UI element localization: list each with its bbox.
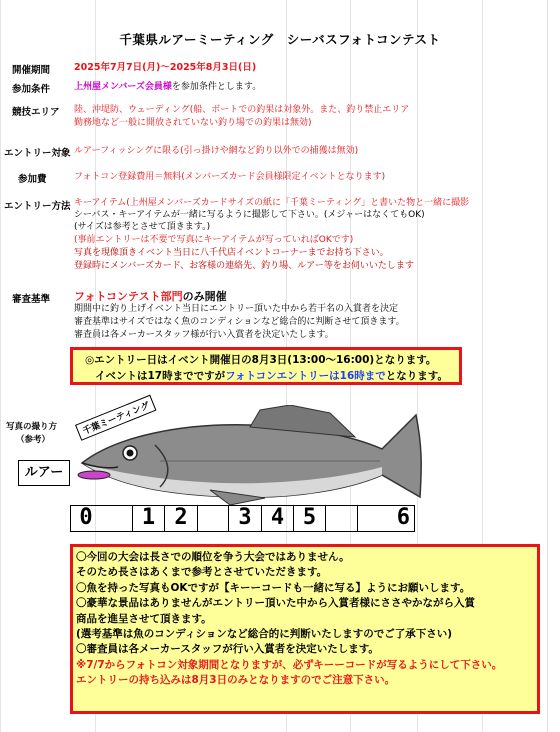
- entry-date-line2: [85, 368, 459, 384]
- rules-warning-1: ※7/7からフォトコン対象期間となりますが、必ずキーーコードが写るようにして下さい。: [76, 658, 503, 671]
- judging-heading: [74, 288, 227, 304]
- area-line1: 陸、沖堤防、ウェーディング(船、ボートでの釣果は対象外。また、釣り禁止エリア: [74, 105, 410, 115]
- key-item-tag: 千葉ミーティング: [75, 395, 157, 441]
- rules-line-1: 〇今回の大会は長さでの順位を争う大会ではありません。: [76, 551, 350, 563]
- entry-date-line1: ◎エントリー日はイベント開催日の8月3日(13:00〜16:00)となります。: [85, 354, 437, 366]
- ruler-mark-2: 2: [164, 505, 197, 532]
- judging-line2: 審査基準はサイズではなく魚のコンディションなど総合的に判断させて頂きます。: [74, 317, 405, 327]
- method-line4: (事前エントリーは不要で写真にキーアイテムが写っていればOKです): [74, 235, 354, 245]
- target-value: ルアーフィッシングに限る(引っ掛けや網など釣り以外での捕獲は無効): [74, 146, 359, 156]
- eligibility-rest: を参加条件とします。: [171, 82, 262, 92]
- ruler-segment: [197, 505, 228, 532]
- method-line1: キーアイテム(上州屋メンバーズカードサイズの紙に「千葉ミーティング」と書いた物と一緒に撮影: [74, 198, 470, 208]
- photo-example-sublabel: （参考）: [16, 435, 51, 445]
- judging-line3: 審査員は各メーカースタッフ様が行い入賞者を決定いたします。: [74, 330, 334, 340]
- fee-label: 参加費: [18, 174, 47, 185]
- ruler-segment-b: [325, 505, 357, 532]
- method-line6: 登録時にメンバーズカード、お客様の連絡先、釣り場、ルアー等をお伺いいたします: [74, 261, 414, 271]
- fee-value: フォトコン登録費用＝無料(メンバーズカード会員様限定イベントとなります): [74, 172, 386, 182]
- lure-label: ルアー: [18, 460, 70, 486]
- method-line3: (サイズは参考とさせて頂きます。): [74, 222, 211, 232]
- judging-label: 審査基準: [12, 294, 51, 305]
- eligibility-value: [74, 81, 261, 94]
- judging-heading-red: フォトコンテスト部門: [74, 290, 183, 303]
- target-label: エントリー対象: [4, 148, 71, 159]
- entry-date-line2-b: フォトコンエントリーは16時まで: [225, 370, 386, 382]
- ruler-mark-0: 0: [70, 505, 101, 532]
- method-line5: 写真を現像頂きイベント当日に八千代店イベントコーナーまでお持ち下さい。: [74, 248, 389, 258]
- area-line2: 勤務地など一般に開放されていない釣り場での釣果は無効): [74, 118, 312, 128]
- eligibility-label: 参加条件: [12, 84, 51, 95]
- ruler-mark-3: 3: [228, 505, 261, 532]
- period-value: 2025年7月7日(月)〜2025年8月3日(日): [74, 62, 257, 73]
- rules-line-3: 〇魚を持った写真もOKですが【キーーコードも一緒に写る】ようにお願いします。: [76, 581, 471, 594]
- entry-date-notice: [70, 347, 462, 385]
- entry-date-line2-a: イベントは17時までですが: [95, 370, 226, 382]
- judging-heading-rest: のみ開催: [182, 290, 227, 303]
- rules-line-6: (選考基準は魚のコンディションなど総合的に判断いたしますのでご了承下さい): [76, 628, 453, 641]
- judging-line1: 期間中に釣り上げイベント当日にエントリー頂いた中から若干名の入賞者を決定: [74, 304, 399, 314]
- method-label: エントリー方法: [4, 201, 71, 212]
- eligibility-highlight: 上州屋メンバーズ会員様: [74, 82, 172, 92]
- entry-date-line2-c: となります。: [385, 370, 448, 382]
- ruler-mark-1: 1: [132, 505, 164, 532]
- period-label: 開催期間: [12, 65, 51, 76]
- rules-line-4: 〇豪華な景品はありませんがエントリー頂いた中から入賞者様にささやかながら入賞: [76, 597, 475, 610]
- rules-line-7: 〇審査員は各メーカースタッフが行い入賞者を決定いたします。: [76, 643, 379, 656]
- photo-example-label: 写真の撮り方: [6, 422, 58, 432]
- ruler-gap: [101, 505, 132, 532]
- page-title: 千葉県ルアーミーティング シーバスフォトコンテスト: [119, 32, 441, 47]
- rules-warning-2: エントリーの持ち込みは8月3日のみとなりますのでご注意下さい。: [76, 674, 396, 687]
- ruler-mark-4: 4: [261, 505, 293, 532]
- rules-notice: [70, 544, 540, 714]
- rules-line-5: 商品を進呈させて頂きます。: [76, 612, 212, 625]
- ruler-mark-5: 5: [293, 505, 325, 532]
- area-label: 競技エリア: [12, 107, 60, 118]
- method-line2: シーバス・キーアイテムが一緒に写るように撮影して下さい。(メジャーはなくてもOK): [74, 210, 425, 220]
- ruler-mark-6: 6: [357, 505, 415, 532]
- rules-line-2: そのため長さはあくまで参考とさせていただきます。: [76, 566, 328, 579]
